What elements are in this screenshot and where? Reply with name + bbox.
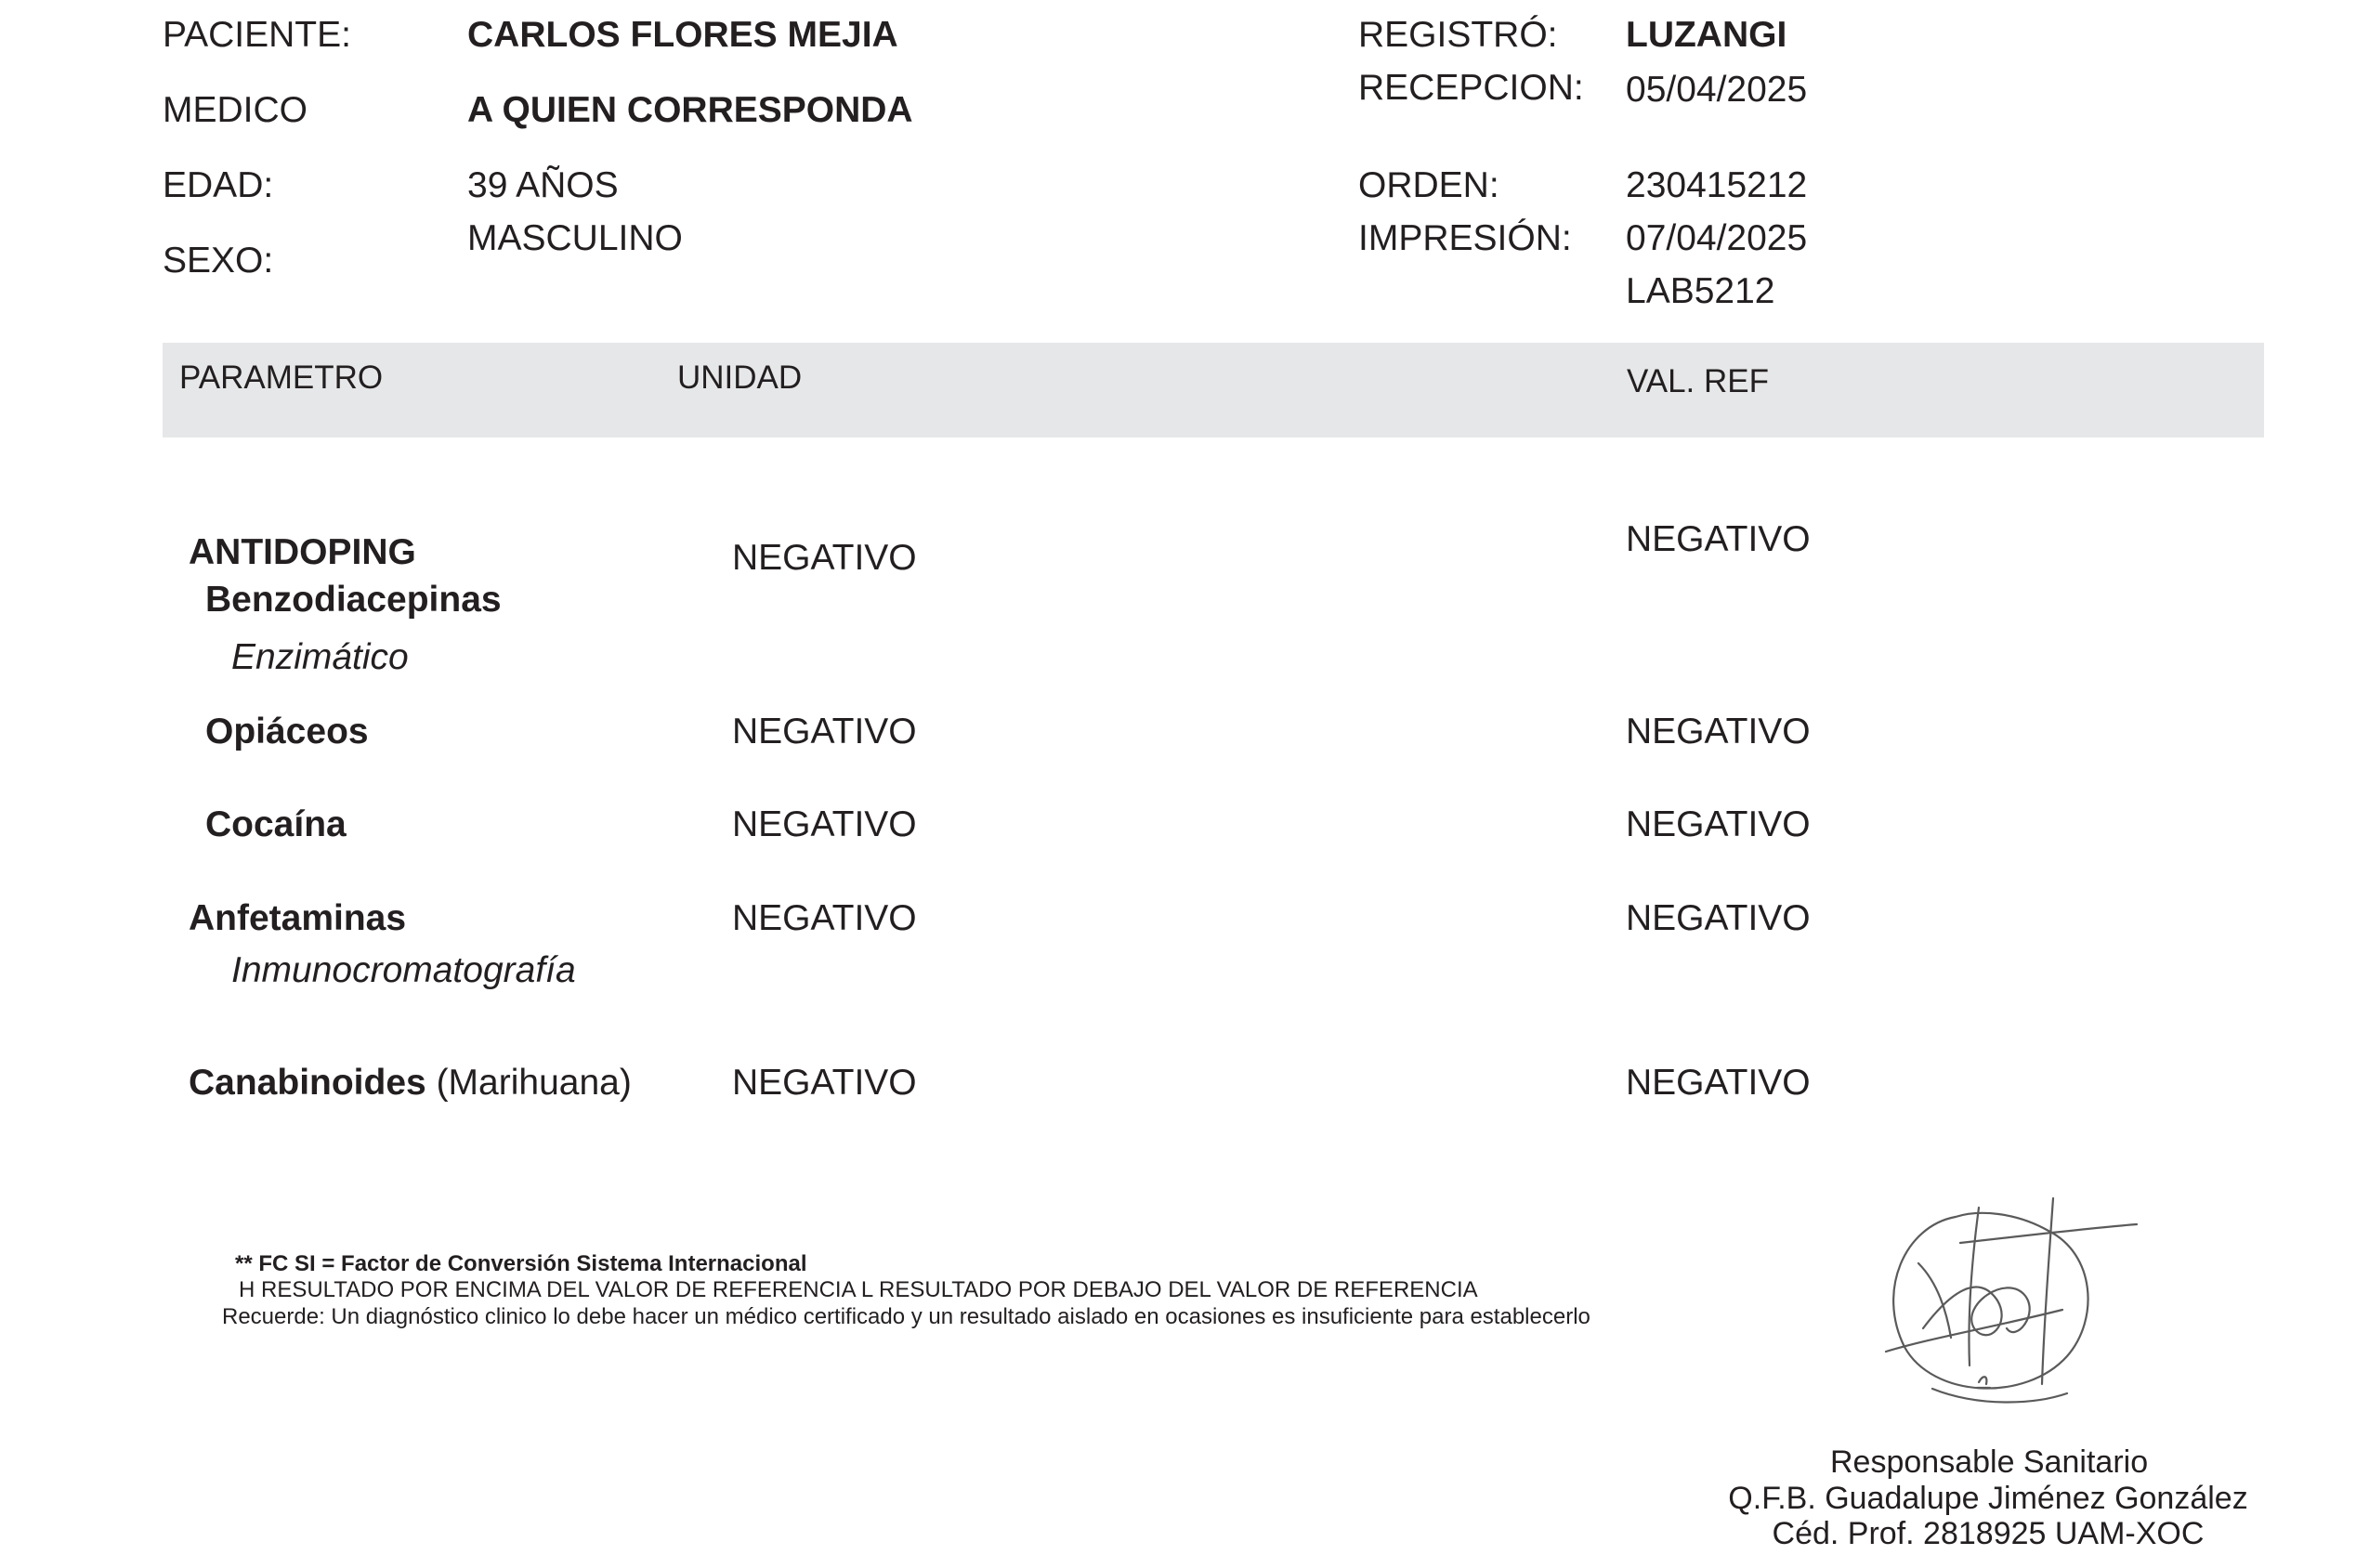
paciente-value: CARLOS FLORES MEJIA (467, 15, 898, 55)
footnote-fc-si: ** FC SI = Factor de Conversión Sistema Internacional (235, 1251, 807, 1276)
signature-license: Céd. Prof. 2818925 UAM-XOC (1772, 1516, 2205, 1551)
table-header (163, 343, 2264, 438)
lab-code: LAB5212 (1626, 271, 1775, 311)
test-method-inmunocromatografia: Inmunocromatografía (231, 950, 576, 990)
sexo-label: SEXO: (163, 241, 274, 281)
recepcion-label: RECEPCION: (1358, 68, 1584, 108)
reference-anfetaminas: NEGATIVO (1626, 898, 1811, 938)
section-title: ANTIDOPING (189, 532, 416, 572)
recepcion-value: 05/04/2025 (1626, 70, 1808, 110)
sexo-value: MASCULINO (467, 218, 683, 258)
column-header-parametro: PARAMETRO (179, 359, 384, 396)
orden-label: ORDEN: (1358, 165, 1499, 205)
test-name-cocaina: Cocaína (205, 804, 347, 844)
result-benzodiacepinas: NEGATIVO (732, 538, 917, 578)
paciente-label: PACIENTE: (163, 15, 351, 55)
medico-label: MEDICO (163, 90, 308, 130)
registro-value: LUZANGI (1626, 15, 1787, 55)
impresion-label: IMPRESIÓN: (1358, 218, 1572, 258)
test-name-benzodiacepinas: Benzodiacepinas (205, 580, 502, 620)
medico-value: A QUIEN CORRESPONDA (467, 90, 913, 130)
reference-opiaceos: NEGATIVO (1626, 712, 1811, 751)
test-name-opiaceos: Opiáceos (205, 712, 369, 751)
impresion-value: 07/04/2025 (1626, 218, 1808, 258)
test-method-enzimatico: Enzimático (231, 637, 409, 677)
edad-label: EDAD: (163, 165, 274, 205)
reference-benzodiacepinas: NEGATIVO (1626, 519, 1811, 559)
signature-role: Responsable Sanitario (1830, 1444, 2149, 1480)
column-header-val-ref: VAL. REF (1627, 363, 1770, 399)
footnote-h-l-legend: H RESULTADO POR ENCIMA DEL VALOR DE REFERENCIA L RESULTADO POR DEBAJO DEL VALOR DE REFERENCIA (239, 1277, 1478, 1302)
result-anfetaminas: NEGATIVO (732, 898, 917, 938)
column-header-unidad: UNIDAD (677, 359, 803, 396)
registro-label: REGISTRÓ: (1358, 15, 1558, 55)
test-name-anfetaminas: Anfetaminas (189, 898, 407, 938)
signature-name: Q.F.B. Guadalupe Jiménez González (1728, 1481, 2248, 1516)
orden-value: 230415212 (1626, 165, 1808, 205)
result-cocaina: NEGATIVO (732, 804, 917, 844)
footnote-disclaimer: Recuerde: Un diagnóstico clinico lo debe hacer un médico certificado y un resultado aislado en ocasiones es insuficiente para establecerlo (222, 1304, 1590, 1329)
canabinoides-name: Canabinoides (189, 1063, 426, 1103)
reference-canabinoides: NEGATIVO (1626, 1063, 1811, 1103)
result-canabinoides: NEGATIVO (732, 1063, 917, 1103)
edad-value: 39 AÑOS (467, 165, 619, 205)
test-name-canabinoides (189, 1065, 632, 1101)
canabinoides-qualifier: (Marihuana) (436, 1063, 632, 1103)
reference-cocaina: NEGATIVO (1626, 804, 1811, 844)
result-opiaceos: NEGATIVO (732, 712, 917, 751)
signature-image (1867, 1189, 2165, 1421)
